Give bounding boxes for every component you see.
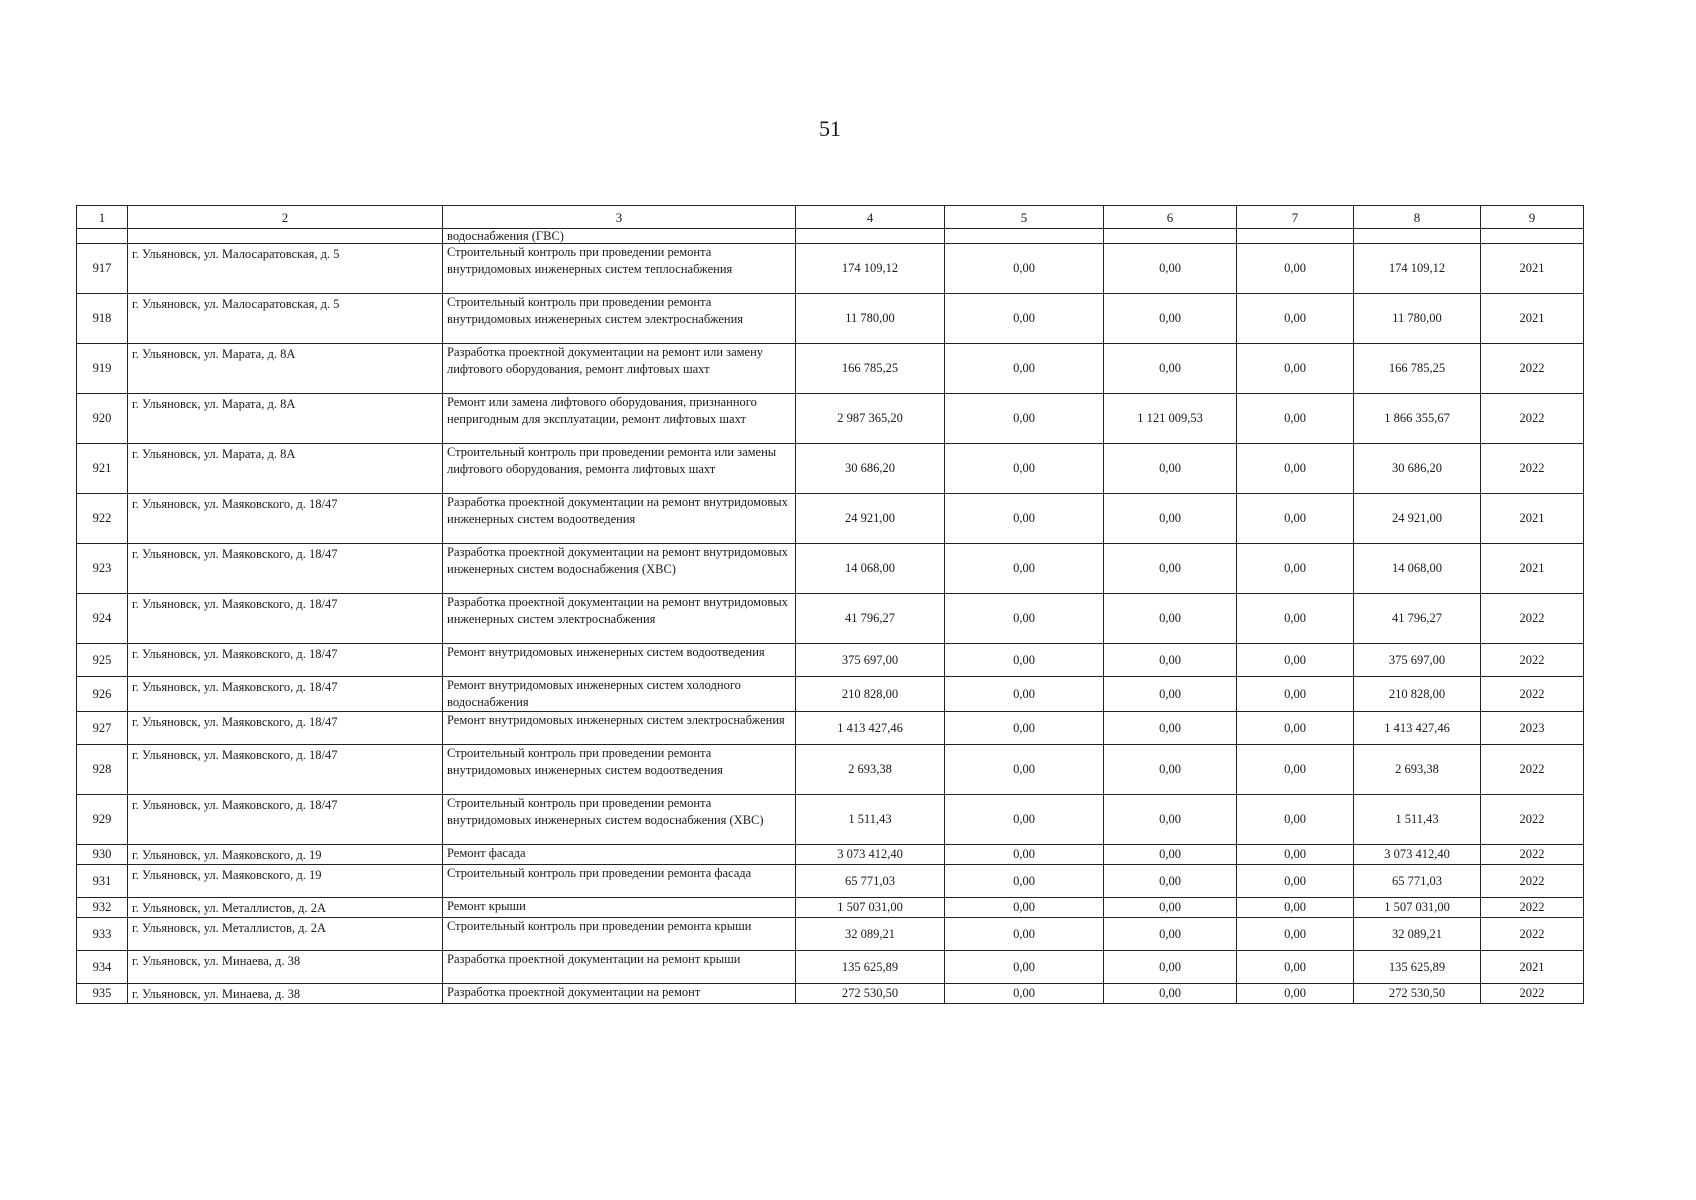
address-cell: г. Ульяновск, ул. Маяковского, д. 18/47 xyxy=(128,677,443,712)
amount-total: 166 785,25 xyxy=(796,344,945,394)
amount-col5: 0,00 xyxy=(945,745,1104,795)
amount-col5: 0,00 xyxy=(945,294,1104,344)
amount-col7: 0,00 xyxy=(1237,898,1354,918)
amount-col6: 0,00 xyxy=(1104,344,1237,394)
work-description: Строительный контроль при проведении ремонта или замены лифтового оборудования, ремонта лифтовых шахт xyxy=(443,444,796,494)
amount-col8: 375 697,00 xyxy=(1354,644,1481,677)
amount-total: 1 413 427,46 xyxy=(796,712,945,745)
amount-col6: 0,00 xyxy=(1104,845,1237,865)
amount-col8: 1 507 031,00 xyxy=(1354,898,1481,918)
address-cell: г. Ульяновск, ул. Марата, д. 8А xyxy=(128,394,443,444)
col-header: 3 xyxy=(443,206,796,229)
table-row xyxy=(77,344,1584,394)
amount-col8: 272 530,50 xyxy=(1354,984,1481,1004)
amount-col7: 0,00 xyxy=(1237,745,1354,795)
row-number: 920 xyxy=(77,394,128,444)
amount-total: 272 530,50 xyxy=(796,984,945,1004)
amount-col8: 3 073 412,40 xyxy=(1354,845,1481,865)
amount-col6: 0,00 xyxy=(1104,795,1237,845)
amount-col7: 0,00 xyxy=(1237,712,1354,745)
row-number: 935 xyxy=(77,984,128,1004)
address-cell: г. Ульяновск, ул. Маяковского, д. 19 xyxy=(128,865,443,898)
col-header: 6 xyxy=(1104,206,1237,229)
work-description: Ремонт крыши xyxy=(443,898,796,918)
work-description: Разработка проектной документации на ремонт внутридомовых инженерных систем электроснабжения xyxy=(443,594,796,644)
table-row xyxy=(77,494,1584,544)
address-cell: г. Ульяновск, ул. Маяковского, д. 18/47 xyxy=(128,795,443,845)
amount-total: 65 771,03 xyxy=(796,865,945,898)
address-cell: г. Ульяновск, ул. Маяковского, д. 18/47 xyxy=(128,494,443,544)
table-row xyxy=(77,544,1584,594)
amount-col8: 11 780,00 xyxy=(1354,294,1481,344)
amount-col8: 32 089,21 xyxy=(1354,918,1481,951)
address-cell: г. Ульяновск, ул. Маяковского, д. 18/47 xyxy=(128,745,443,795)
amount-col8: 174 109,12 xyxy=(1354,244,1481,294)
amount-col5: 0,00 xyxy=(945,795,1104,845)
amount-col5: 0,00 xyxy=(945,918,1104,951)
amount-col6: 0,00 xyxy=(1104,494,1237,544)
address-cell: г. Ульяновск, ул. Маяковского, д. 19 xyxy=(128,845,443,865)
amount-col8: 41 796,27 xyxy=(1354,594,1481,644)
year-cell: 2022 xyxy=(1481,795,1584,845)
amount-col5: 0,00 xyxy=(945,845,1104,865)
amount-col8: 210 828,00 xyxy=(1354,677,1481,712)
amount-col5: 0,00 xyxy=(945,244,1104,294)
year-cell: 2021 xyxy=(1481,951,1584,984)
address-cell: г. Ульяновск, ул. Минаева, д. 38 xyxy=(128,984,443,1004)
amount-col8: 166 785,25 xyxy=(1354,344,1481,394)
table-row xyxy=(77,795,1584,845)
address-cell: г. Ульяновск, ул. Минаева, д. 38 xyxy=(128,951,443,984)
year-cell: 2021 xyxy=(1481,494,1584,544)
amount-col7: 0,00 xyxy=(1237,795,1354,845)
table-row xyxy=(77,444,1584,494)
amount-col7: 0,00 xyxy=(1237,951,1354,984)
amount-col7: 0,00 xyxy=(1237,494,1354,544)
row-number: 917 xyxy=(77,244,128,294)
amount-col6: 1 121 009,53 xyxy=(1104,394,1237,444)
amount-col7: 0,00 xyxy=(1237,244,1354,294)
amount-col5: 0,00 xyxy=(945,594,1104,644)
amount-col7: 0,00 xyxy=(1237,594,1354,644)
amount-total: 14 068,00 xyxy=(796,544,945,594)
amount-col8: 24 921,00 xyxy=(1354,494,1481,544)
amount-col8: 1 866 355,67 xyxy=(1354,394,1481,444)
col-header: 5 xyxy=(945,206,1104,229)
work-description: Строительный контроль при проведении ремонта крыши xyxy=(443,918,796,951)
work-description: Ремонт или замена лифтового оборудования, признанного непригодным для эксплуатации, ремонт лифтовых шахт xyxy=(443,394,796,444)
work-description: Разработка проектной документации на ремонт внутридомовых инженерных систем водоотведения xyxy=(443,494,796,544)
year-cell: 2021 xyxy=(1481,294,1584,344)
amount-col6: 0,00 xyxy=(1104,745,1237,795)
address-cell: г. Ульяновск, ул. Маяковского, д. 18/47 xyxy=(128,712,443,745)
amount-col7: 0,00 xyxy=(1237,918,1354,951)
amount-col6: 0,00 xyxy=(1104,594,1237,644)
address-cell: г. Ульяновск, ул. Малосаратовская, д. 5 xyxy=(128,294,443,344)
amount-col8: 65 771,03 xyxy=(1354,865,1481,898)
work-description: Разработка проектной документации на ремонт крыши xyxy=(443,951,796,984)
amount-total: 2 693,38 xyxy=(796,745,945,795)
amount-col7: 0,00 xyxy=(1237,544,1354,594)
amount-total: 1 507 031,00 xyxy=(796,898,945,918)
column-number-row xyxy=(77,206,1584,229)
row-number: 924 xyxy=(77,594,128,644)
continuation-text: водоснабжения (ГВС) xyxy=(443,229,796,244)
row-number: 921 xyxy=(77,444,128,494)
amount-col7: 0,00 xyxy=(1237,344,1354,394)
row-number: 926 xyxy=(77,677,128,712)
row-number: 922 xyxy=(77,494,128,544)
year-cell: 2022 xyxy=(1481,644,1584,677)
work-description: Разработка проектной документации на ремонт внутридомовых инженерных систем водоснабжения (ХВС) xyxy=(443,544,796,594)
page-number: 51 xyxy=(819,116,841,141)
year-cell: 2022 xyxy=(1481,677,1584,712)
amount-col8: 135 625,89 xyxy=(1354,951,1481,984)
col-header: 1 xyxy=(77,206,128,229)
row-number: 934 xyxy=(77,951,128,984)
amount-col6: 0,00 xyxy=(1104,984,1237,1004)
amount-col6: 0,00 xyxy=(1104,712,1237,745)
amount-col6: 0,00 xyxy=(1104,918,1237,951)
address-cell: г. Ульяновск, ул. Малосаратовская, д. 5 xyxy=(128,244,443,294)
amount-col5: 0,00 xyxy=(945,984,1104,1004)
row-number: 929 xyxy=(77,795,128,845)
address-cell: г. Ульяновск, ул. Маяковского, д. 18/47 xyxy=(128,644,443,677)
amount-col7: 0,00 xyxy=(1237,677,1354,712)
work-description: Разработка проектной документации на ремонт xyxy=(443,984,796,1004)
address-cell: г. Ульяновск, ул. Металлистов, д. 2А xyxy=(128,898,443,918)
year-cell: 2022 xyxy=(1481,918,1584,951)
col-header: 4 xyxy=(796,206,945,229)
year-cell: 2022 xyxy=(1481,394,1584,444)
amount-col6: 0,00 xyxy=(1104,544,1237,594)
amount-col8: 2 693,38 xyxy=(1354,745,1481,795)
amount-total: 210 828,00 xyxy=(796,677,945,712)
table-row xyxy=(77,984,1584,1004)
year-cell: 2022 xyxy=(1481,344,1584,394)
table-row xyxy=(77,845,1584,865)
amount-col7: 0,00 xyxy=(1237,845,1354,865)
year-cell: 2022 xyxy=(1481,444,1584,494)
address-cell: г. Ульяновск, ул. Маяковского, д. 18/47 xyxy=(128,544,443,594)
amount-col6: 0,00 xyxy=(1104,677,1237,712)
year-cell: 2021 xyxy=(1481,544,1584,594)
amount-col5: 0,00 xyxy=(945,712,1104,745)
amount-col5: 0,00 xyxy=(945,677,1104,712)
work-description: Строительный контроль при проведении ремонта фасада xyxy=(443,865,796,898)
table-row xyxy=(77,244,1584,294)
amount-col5: 0,00 xyxy=(945,394,1104,444)
year-cell: 2022 xyxy=(1481,865,1584,898)
amount-col8: 30 686,20 xyxy=(1354,444,1481,494)
table-row xyxy=(77,394,1584,444)
amount-total: 375 697,00 xyxy=(796,644,945,677)
row-number: 931 xyxy=(77,865,128,898)
works-table xyxy=(76,205,1584,1004)
year-cell: 2022 xyxy=(1481,898,1584,918)
col-header: 7 xyxy=(1237,206,1354,229)
col-header: 8 xyxy=(1354,206,1481,229)
table-row xyxy=(77,677,1584,712)
amount-total: 41 796,27 xyxy=(796,594,945,644)
work-description: Ремонт внутридомовых инженерных систем водоотведения xyxy=(443,644,796,677)
table-row xyxy=(77,951,1584,984)
row-number: 927 xyxy=(77,712,128,745)
amount-total: 30 686,20 xyxy=(796,444,945,494)
continuation-row xyxy=(77,229,1584,244)
work-description: Разработка проектной документации на ремонт или замену лифтового оборудования, ремонт лифтовых шахт xyxy=(443,344,796,394)
table-row xyxy=(77,594,1584,644)
address-cell: г. Ульяновск, ул. Марата, д. 8А xyxy=(128,444,443,494)
year-cell: 2022 xyxy=(1481,845,1584,865)
amount-col5: 0,00 xyxy=(945,865,1104,898)
amount-total: 24 921,00 xyxy=(796,494,945,544)
work-description: Ремонт фасада xyxy=(443,845,796,865)
amount-total: 32 089,21 xyxy=(796,918,945,951)
amount-col7: 0,00 xyxy=(1237,294,1354,344)
amount-col6: 0,00 xyxy=(1104,244,1237,294)
table-body xyxy=(77,244,1584,1004)
col-header: 2 xyxy=(128,206,443,229)
amount-col6: 0,00 xyxy=(1104,294,1237,344)
amount-col6: 0,00 xyxy=(1104,898,1237,918)
table-row xyxy=(77,865,1584,898)
amount-col6: 0,00 xyxy=(1104,644,1237,677)
table-row xyxy=(77,918,1584,951)
amount-col5: 0,00 xyxy=(945,444,1104,494)
amount-total: 1 511,43 xyxy=(796,795,945,845)
amount-col5: 0,00 xyxy=(945,898,1104,918)
year-cell: 2022 xyxy=(1481,984,1584,1004)
amount-total: 11 780,00 xyxy=(796,294,945,344)
row-number: 925 xyxy=(77,644,128,677)
work-description: Строительный контроль при проведении ремонта внутридомовых инженерных систем электроснабжения xyxy=(443,294,796,344)
amount-col5: 0,00 xyxy=(945,344,1104,394)
work-description: Ремонт внутридомовых инженерных систем холодного водоснабжения xyxy=(443,677,796,712)
row-number: 918 xyxy=(77,294,128,344)
amount-col5: 0,00 xyxy=(945,544,1104,594)
amount-col8: 1 511,43 xyxy=(1354,795,1481,845)
col-header: 9 xyxy=(1481,206,1584,229)
year-cell: 2021 xyxy=(1481,244,1584,294)
address-cell: г. Ульяновск, ул. Маяковского, д. 18/47 xyxy=(128,594,443,644)
amount-total: 3 073 412,40 xyxy=(796,845,945,865)
work-description: Строительный контроль при проведении ремонта внутридомовых инженерных систем водоотведения xyxy=(443,745,796,795)
row-number: 930 xyxy=(77,845,128,865)
amount-col7: 0,00 xyxy=(1237,644,1354,677)
work-description: Ремонт внутридомовых инженерных систем электроснабжения xyxy=(443,712,796,745)
amount-total: 135 625,89 xyxy=(796,951,945,984)
row-number: 932 xyxy=(77,898,128,918)
amount-col8: 1 413 427,46 xyxy=(1354,712,1481,745)
amount-col5: 0,00 xyxy=(945,644,1104,677)
table-row xyxy=(77,294,1584,344)
amount-total: 174 109,12 xyxy=(796,244,945,294)
table-row xyxy=(77,745,1584,795)
work-description: Строительный контроль при проведении ремонта внутридомовых инженерных систем теплоснабжения xyxy=(443,244,796,294)
amount-col8: 14 068,00 xyxy=(1354,544,1481,594)
amount-col7: 0,00 xyxy=(1237,444,1354,494)
amount-col7: 0,00 xyxy=(1237,394,1354,444)
amount-col7: 0,00 xyxy=(1237,984,1354,1004)
table-row xyxy=(77,712,1584,745)
row-number: 919 xyxy=(77,344,128,394)
amount-col5: 0,00 xyxy=(945,951,1104,984)
year-cell: 2022 xyxy=(1481,745,1584,795)
amount-total: 2 987 365,20 xyxy=(796,394,945,444)
work-description: Строительный контроль при проведении ремонта внутридомовых инженерных систем водоснабжения (ХВС) xyxy=(443,795,796,845)
amount-col6: 0,00 xyxy=(1104,865,1237,898)
amount-col6: 0,00 xyxy=(1104,951,1237,984)
year-cell: 2022 xyxy=(1481,594,1584,644)
year-cell: 2023 xyxy=(1481,712,1584,745)
amount-col6: 0,00 xyxy=(1104,444,1237,494)
amount-col7: 0,00 xyxy=(1237,865,1354,898)
row-number: 923 xyxy=(77,544,128,594)
address-cell: г. Ульяновск, ул. Марата, д. 8А xyxy=(128,344,443,394)
address-cell: г. Ульяновск, ул. Металлистов, д. 2А xyxy=(128,918,443,951)
row-number: 928 xyxy=(77,745,128,795)
amount-col5: 0,00 xyxy=(945,494,1104,544)
table-row xyxy=(77,644,1584,677)
table-row xyxy=(77,898,1584,918)
row-number: 933 xyxy=(77,918,128,951)
